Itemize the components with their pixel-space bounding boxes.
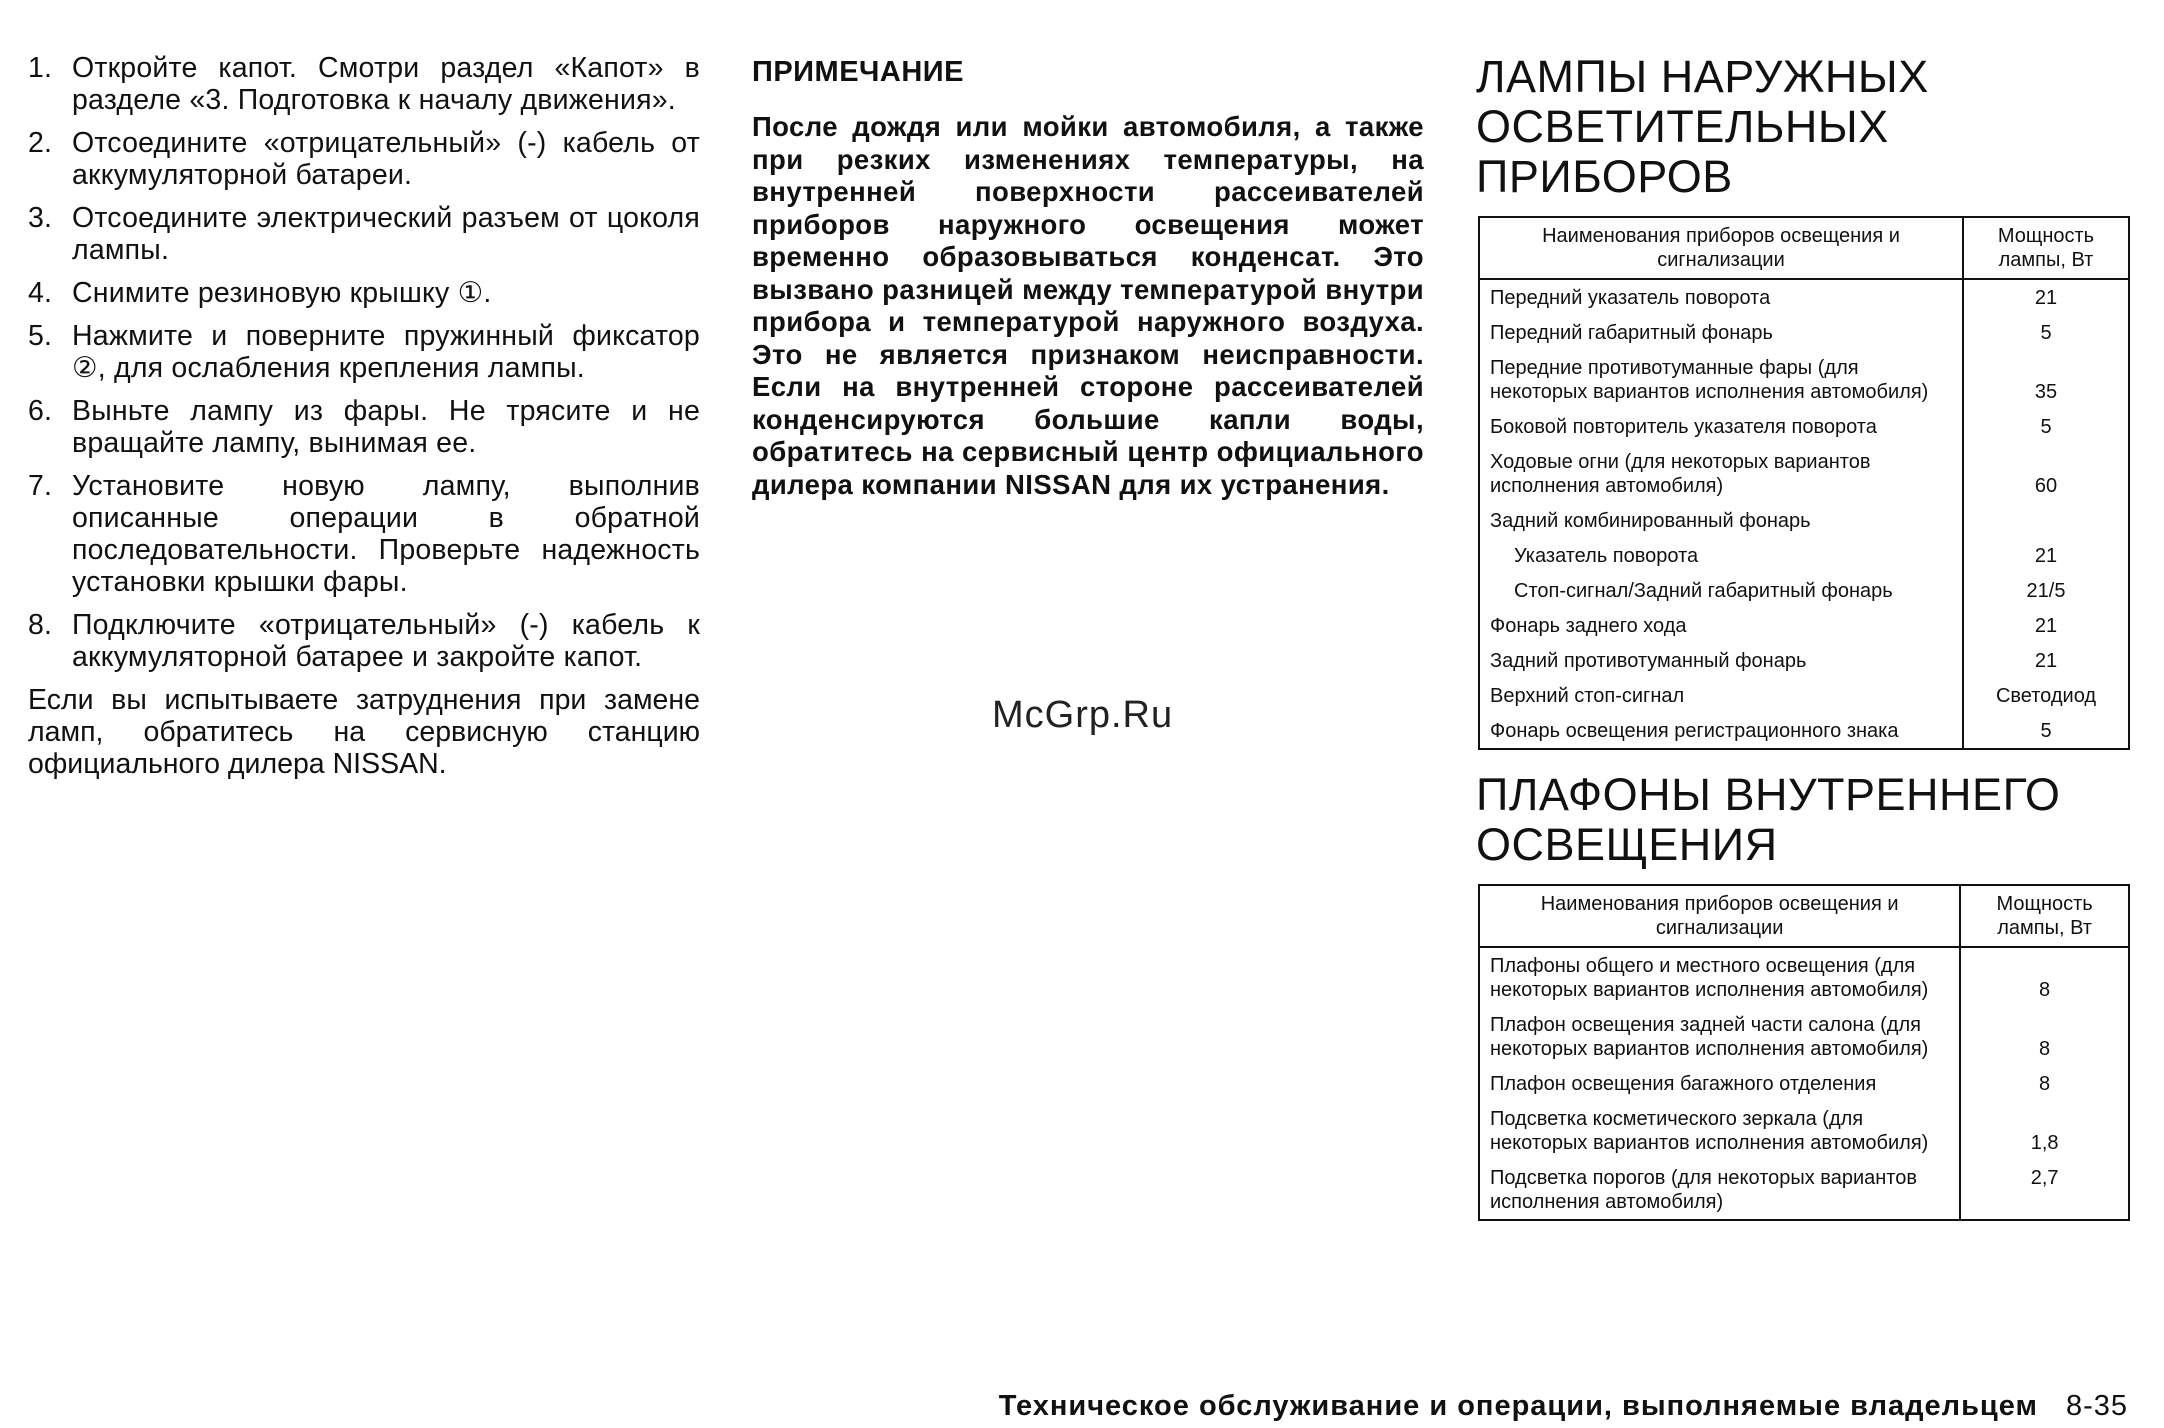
step-number: 1. — [28, 52, 53, 84]
interior-lamps-table — [1478, 884, 2130, 1221]
column-header-name: Наименования приборов освещения и сигнализации — [1479, 217, 1963, 279]
procedure-step — [28, 320, 700, 384]
table-row — [1479, 947, 2129, 1007]
table-row — [1479, 608, 2129, 643]
lamp-name-cell: Фонарь освещения регистрационного знака — [1479, 713, 1963, 749]
lamp-power-cell: 1,8 — [2030, 1132, 2059, 1154]
procedure-step — [28, 395, 700, 459]
step-number: 2. — [28, 127, 53, 159]
dealer-advice-text: Если вы испытываете затруднения при замене ламп, обратитесь на сервисную станцию официального дилера NISSAN. — [28, 684, 700, 780]
exterior-lamps-table — [1478, 216, 2130, 750]
table-row — [1479, 315, 2129, 350]
watermark: McGrp.Ru — [992, 694, 1174, 736]
step-text: Отсоедините электрический разъем от цоколя лампы. — [72, 202, 700, 266]
step-text: Нажмите и поверните пружинный фиксатор ②, для ослабления крепления лампы. — [72, 320, 700, 384]
note-column — [752, 56, 1424, 501]
step-text: Отсоедините «отрицательный» (-) кабель от аккумуляторной батареи. — [72, 127, 700, 191]
lamp-name-cell: Боковой повторитель указателя поворота — [1479, 409, 1963, 444]
step-number: 5. — [28, 320, 53, 352]
lamp-name-cell: Указатель поворота — [1479, 538, 1963, 573]
step-text: Выньте лампу из фары. Не трясите и не вращайте лампу, вынимая ее. — [72, 395, 700, 459]
lamp-name-cell: Стоп-сигнал/Задний габаритный фонарь — [1479, 573, 1963, 608]
lamp-power-cell: 21 — [2034, 287, 2058, 309]
procedure-column — [28, 52, 700, 780]
step-text: Снимите резиновую крышку ①. — [72, 277, 492, 309]
lamp-power-cell: 21 — [2034, 615, 2058, 637]
table-row — [1479, 1101, 2129, 1160]
step-number: 8. — [28, 609, 53, 641]
footer-section-title: Техническое обслуживание и операции, выполняемые владельцем — [998, 1390, 2038, 1422]
lamp-power-cell — [1963, 503, 2129, 538]
lamp-name-cell: Плафон освещения задней части салона (для некоторых вариантов исполнения автомобиля) — [1479, 1007, 1960, 1066]
column-header-name: Наименования приборов освещения и сигнализации — [1479, 885, 1960, 947]
note-title: ПРИМЕЧАНИЕ — [752, 56, 964, 88]
lamp-name-cell: Верхний стоп-сигнал — [1479, 678, 1963, 713]
step-text: Установите новую лампу, выполнив описанные операции в обратной последовательности. Проверьте надежность установки крышки фары. — [72, 470, 700, 598]
lamp-power-cell: Светодиод — [1995, 685, 2097, 707]
lamp-power-cell: 21/5 — [2026, 580, 2066, 602]
lamp-name-cell: Плафоны общего и местного освещения (для некоторых вариантов исполнения автомобиля) — [1479, 947, 1960, 1007]
column-header-power: Мощность лампы, Вт — [1960, 885, 2129, 947]
lamp-name-cell: Фонарь заднего хода — [1479, 608, 1963, 643]
lamp-name-cell: Передние противотуманные фары (для некоторых вариантов исполнения автомобиля) — [1479, 350, 1963, 409]
procedure-step — [28, 52, 700, 116]
lamp-name-cell: Подсветка косметического зеркала (для некоторых вариантов исполнения автомобиля) — [1479, 1101, 1960, 1160]
page-footer — [999, 1390, 2128, 1423]
lamp-power-cell: 5 — [2040, 416, 2052, 438]
table-header-row — [1479, 885, 2129, 947]
step-text: Подключите «отрицательный» (-) кабель к аккумуляторной батарее и закройте капот. — [72, 609, 700, 673]
lamp-power-cell: 5 — [2040, 720, 2052, 742]
table-row — [1479, 279, 2129, 315]
lamp-name-cell: Задний противотуманный фонарь — [1479, 643, 1963, 678]
table-row — [1479, 1160, 2129, 1220]
step-number: 3. — [28, 202, 53, 234]
lamp-power-cell: 8 — [2039, 979, 2051, 1001]
exterior-lamps-title: ЛАМПЫ НАРУЖНЫХ ОСВЕТИТЕЛЬНЫХ ПРИБОРОВ — [1476, 51, 1929, 202]
table-row — [1479, 538, 2129, 573]
lamp-power-cell: 8 — [2039, 1038, 2051, 1060]
lamp-power-cell: 21 — [2034, 545, 2058, 567]
lamp-name-cell: Передний указатель поворота — [1479, 279, 1963, 315]
lamp-power-cell: 35 — [2034, 381, 2058, 403]
table-row — [1479, 409, 2129, 444]
step-number: 6. — [28, 395, 53, 427]
procedure-step — [28, 202, 700, 266]
table-row — [1479, 444, 2129, 503]
lamp-power-cell: 8 — [2039, 1073, 2051, 1095]
table-row — [1479, 503, 2129, 538]
step-text: Откройте капот. Смотри раздел «Капот» в разделе «3. Подготовка к началу движения». — [72, 52, 700, 116]
lamp-group-cell: Задний комбинированный фонарь — [1479, 503, 1963, 538]
table-header-row — [1479, 217, 2129, 279]
table-row — [1479, 678, 2129, 713]
step-number: 7. — [28, 470, 53, 502]
table-row — [1479, 350, 2129, 409]
lamp-power-cell: 2,7 — [2030, 1167, 2059, 1189]
column-header-power: Мощность лампы, Вт — [1963, 217, 2129, 279]
table-row — [1479, 643, 2129, 678]
procedure-step — [28, 609, 700, 673]
note-body: После дождя или мойки автомобиля, а также при резких изменениях температуры, на внутренней поверхности рассеивателей приборов наружного освещения может временно образовываться конденсат. Это вызвано разницей между температурой внутри прибора и температурой наружного воздуха. Это не является признаком неисправности. Если на внутренней стороне рассеивателей конденсируются большие капли воды, обратитесь на сервисный центр официального дилера компании NISSAN для их устранения. — [752, 111, 1424, 500]
interior-lamps-title: ПЛАФОНЫ ВНУТРЕННЕГО ОСВЕЩЕНИЯ — [1476, 769, 2061, 870]
table-row — [1479, 1007, 2129, 1066]
lamp-name-cell: Ходовые огни (для некоторых вариантов исполнения автомобиля) — [1479, 444, 1963, 503]
procedure-step — [28, 470, 700, 598]
procedure-step — [28, 127, 700, 191]
table-row — [1479, 1066, 2129, 1101]
table-row — [1479, 573, 2129, 608]
lamp-power-cell: 5 — [2040, 322, 2052, 344]
lamp-tables-column — [1476, 52, 2136, 1221]
lamp-name-cell: Плафон освещения багажного отделения — [1479, 1066, 1960, 1101]
page-number: 8-35 — [2065, 1390, 2128, 1422]
lamp-power-cell: 21 — [2034, 650, 2058, 672]
procedure-steps — [28, 52, 700, 673]
lamp-name-cell: Передний габаритный фонарь — [1479, 315, 1963, 350]
lamp-name-cell: Подсветка порогов (для некоторых вариантов исполнения автомобиля) — [1479, 1160, 1960, 1220]
procedure-step — [28, 277, 700, 309]
step-number: 4. — [28, 277, 53, 309]
table-row — [1479, 713, 2129, 749]
lamp-power-cell: 60 — [2034, 475, 2058, 497]
